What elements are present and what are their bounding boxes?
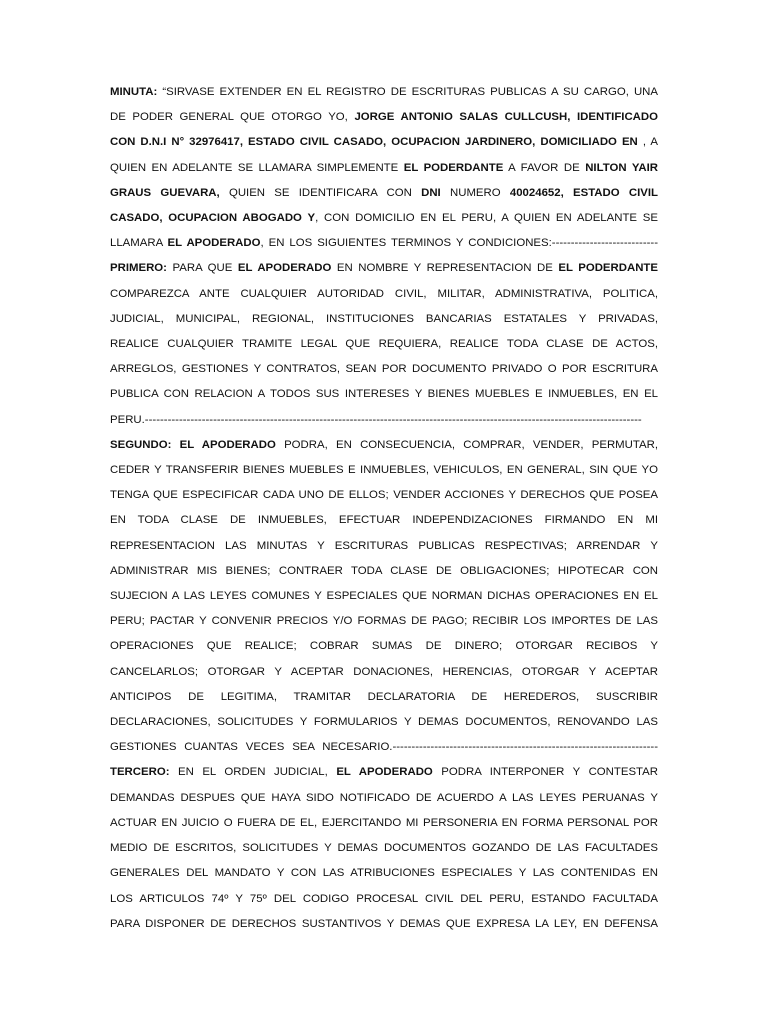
text: ANTICIPOS DE LEGITIMA, TRAMITAR DECLARATORIA DE HEREDEROS, SUSCRIBIR: [110, 690, 658, 703]
document-line: [110, 382, 658, 407]
text: PARA QUE: [166, 262, 238, 275]
text: PERU; PACTAR Y CONVENIR PRECIOS Y/O FORMAS DE PAGO; RECIBIR LOS IMPORTES DE LAS: [110, 615, 658, 628]
text: “SIRVASE EXTENDER EN EL REGISTRO DE ESCRITURAS PUBLICAS A SU CARGO, UNA: [157, 86, 658, 98]
text: DECLARACIONES, SOLICITUDES Y FORMULARIOS Y DEMAS DOCUMENTOS, RENOVANDO LAS: [110, 716, 658, 729]
text: PUBLICA CON RELACION A TODOS SUS INTERESES Y BIENES MUEBLES E INMUEBLES, EN EL: [110, 388, 658, 401]
document-line: [110, 105, 658, 130]
bold-text: TERCERO:: [110, 766, 170, 779]
text: TENGA QUE ESPECIFICAR CADA UNO DE ELLOS; VENDER ACCIONES Y DERECHOS QUE POSEA: [110, 489, 658, 502]
document-line: [110, 685, 658, 710]
text: ADMINISTRAR MIS BIENES; CONTRAER TODA CLASE DE OBLIGACIONES; HIPOTECAR CON: [110, 564, 658, 577]
document-line: [110, 710, 658, 735]
text: QUIEN EN ADELANTE SE LLAMARA SIMPLEMENTE: [110, 161, 404, 174]
text: COMPAREZCA ANTE CUALQUIER AUTORIDAD CIVIL, MILITAR, ADMINISTRATIVA, POLITICA,: [110, 287, 658, 300]
text: REPRESENTACION LAS MINUTAS Y ESCRITURAS PUBLICAS RESPECTIVAS; ARRENDAR Y: [110, 539, 658, 552]
text: NUMERO: [440, 186, 510, 199]
text: PERU.-----------------------------------------------------------------------------------------------------------------------------------: [110, 413, 642, 426]
document-line: [110, 156, 658, 181]
text: JUDICIAL, MUNICIPAL, REGIONAL, INSTITUCIONES BANCARIAS ESTATALES Y PRIVADAS,: [110, 312, 658, 325]
document-line: [110, 357, 658, 382]
document-line: [110, 735, 658, 760]
text: , EN LOS SIGUIENTES TERMINOS Y CONDICIONES:----------------------------: [260, 237, 658, 250]
document-line: [110, 307, 658, 332]
bold-text: EL APODERADO: [237, 262, 332, 275]
document-line: [110, 130, 658, 155]
text: GESTIONES CUANTAS VECES SEA NECESARIO.----------------------------------------------------------------------: [110, 741, 658, 754]
document-line: [110, 483, 658, 508]
document-line: [110, 609, 658, 634]
text: QUIEN SE IDENTIFICARA CON: [219, 186, 422, 199]
document-line: [110, 181, 658, 206]
document-line: [110, 458, 658, 483]
text: EN EL ORDEN JUDICIAL,: [169, 766, 337, 779]
bold-text: CON D.N.I N° 32976417, ESTADO CIVIL CASADO, OCUPACION JARDINERO, DOMICILIADO EN: [110, 136, 638, 149]
bold-text: MINUTA:: [110, 86, 158, 98]
text: CEDER Y TRANSFERIR BIENES MUEBLES E INMUEBLES, VEHICULOS, EN GENERAL, SIN QUE YO: [110, 464, 658, 477]
document-line: [110, 508, 658, 533]
bold-text: EL PODERDANTE: [403, 161, 504, 174]
text: , CON DOMICILIO EN EL PERU, A QUIEN EN ADELANTE SE: [315, 212, 658, 225]
document-line: [110, 786, 658, 811]
document-line: [110, 534, 658, 559]
document-line: [110, 408, 658, 433]
document-line: [110, 836, 658, 861]
text: LOS ARTICULOS 74º Y 75º DEL CODIGO PROCESAL CIVIL DEL PERU, ESTANDO FACULTADA: [110, 892, 658, 905]
text: SUJECION A LAS LEYES COMUNES Y ESPECIALES QUE NORMAN DICHAS OPERACIONES EN EL: [110, 590, 658, 603]
document-line: [110, 811, 658, 836]
text: DEMANDAS DESPUES QUE HAYA SIDO NOTIFICADO DE ACUERDO A LAS LEYES PERUANAS Y: [110, 791, 658, 804]
document-line: [110, 256, 658, 281]
text: PODRA, EN CONSECUENCIA, COMPRAR, VENDER, PERMUTAR,: [275, 438, 658, 451]
text: CANCELARLOS; OTORGAR Y ACEPTAR DONACIONES, HERENCIAS, OTORGAR Y ACEPTAR: [110, 665, 658, 678]
bold-text: 40024652, ESTADO CIVIL: [509, 186, 658, 199]
text: PODRA INTERPONER Y CONTESTAR: [432, 766, 658, 779]
document-line: [110, 332, 658, 357]
document-line: [110, 660, 658, 685]
bold-text: GRAUS GUEVARA,: [110, 186, 220, 199]
text: ACTUAR EN JUICIO O FUERA DE EL, EJERCITANDO MI PERSONERIA EN FORMA PERSONAL POR: [110, 816, 658, 829]
text: GENERALES DEL MANDATO Y CON LAS ATRIBUCIONES ESPECIALES Y LAS CONTENIDAS EN: [110, 867, 658, 880]
document-line: [110, 80, 658, 105]
text: DE PODER GENERAL QUE OTORGO YO,: [110, 111, 355, 124]
document-line: [110, 231, 658, 256]
text: LLAMARA: [110, 237, 168, 250]
text: EN NOMBRE Y REPRESENTACION DE: [331, 262, 559, 275]
text: OPERACIONES QUE REALICE; COBRAR SUMAS DE DINERO; OTORGAR RECIBOS Y: [110, 640, 658, 653]
document-line: [110, 861, 658, 886]
bold-text: JORGE ANTONIO SALAS CULLCUSH, IDENTIFICADO: [354, 111, 658, 124]
bold-text: SEGUNDO: EL APODERADO: [110, 438, 276, 451]
bold-text: EL PODERDANTE: [558, 262, 658, 275]
text: EN TODA CLASE DE INMUEBLES, EFECTUAR INDEPENDIZACIONES FIRMANDO EN MI: [110, 514, 658, 527]
document-line: [110, 206, 658, 231]
text: A FAVOR DE: [503, 161, 586, 174]
text: MEDIO DE ESCRITOS, SOLICITUDES Y DEMAS DOCUMENTOS GOZANDO DE LAS FACULTADES: [110, 842, 658, 855]
bold-text: EL APODERADO: [167, 237, 261, 250]
document-line: [110, 433, 658, 458]
text: , A: [637, 136, 658, 149]
bold-text: CASADO, OCUPACION ABOGADO Y: [110, 212, 316, 225]
bold-text: DNI: [421, 186, 441, 199]
bold-text: NILTON YAIR: [585, 161, 658, 174]
document-line: [110, 282, 658, 307]
document-line: [110, 559, 658, 584]
text: ARREGLOS, GESTIONES Y CONTRATOS, SEAN POR DOCUMENTO PRIVADO O POR ESCRITURA: [110, 363, 658, 376]
document-line: [110, 887, 658, 912]
bold-text: PRIMERO:: [110, 262, 167, 275]
document-page: [110, 80, 658, 937]
document-line: [110, 634, 658, 659]
document-line: [110, 912, 658, 937]
document-line: [110, 584, 658, 609]
document-line: [110, 760, 658, 785]
text: PARA DISPONER DE DERECHOS SUSTANTIVOS Y DEMAS QUE EXPRESA LA LEY, EN DEFENSA: [110, 917, 658, 930]
text: REALICE CUALQUIER TRAMITE LEGAL QUE REQUIERA, REALICE TODA CLASE DE ACTOS,: [110, 338, 658, 351]
bold-text: EL APODERADO: [336, 766, 433, 779]
